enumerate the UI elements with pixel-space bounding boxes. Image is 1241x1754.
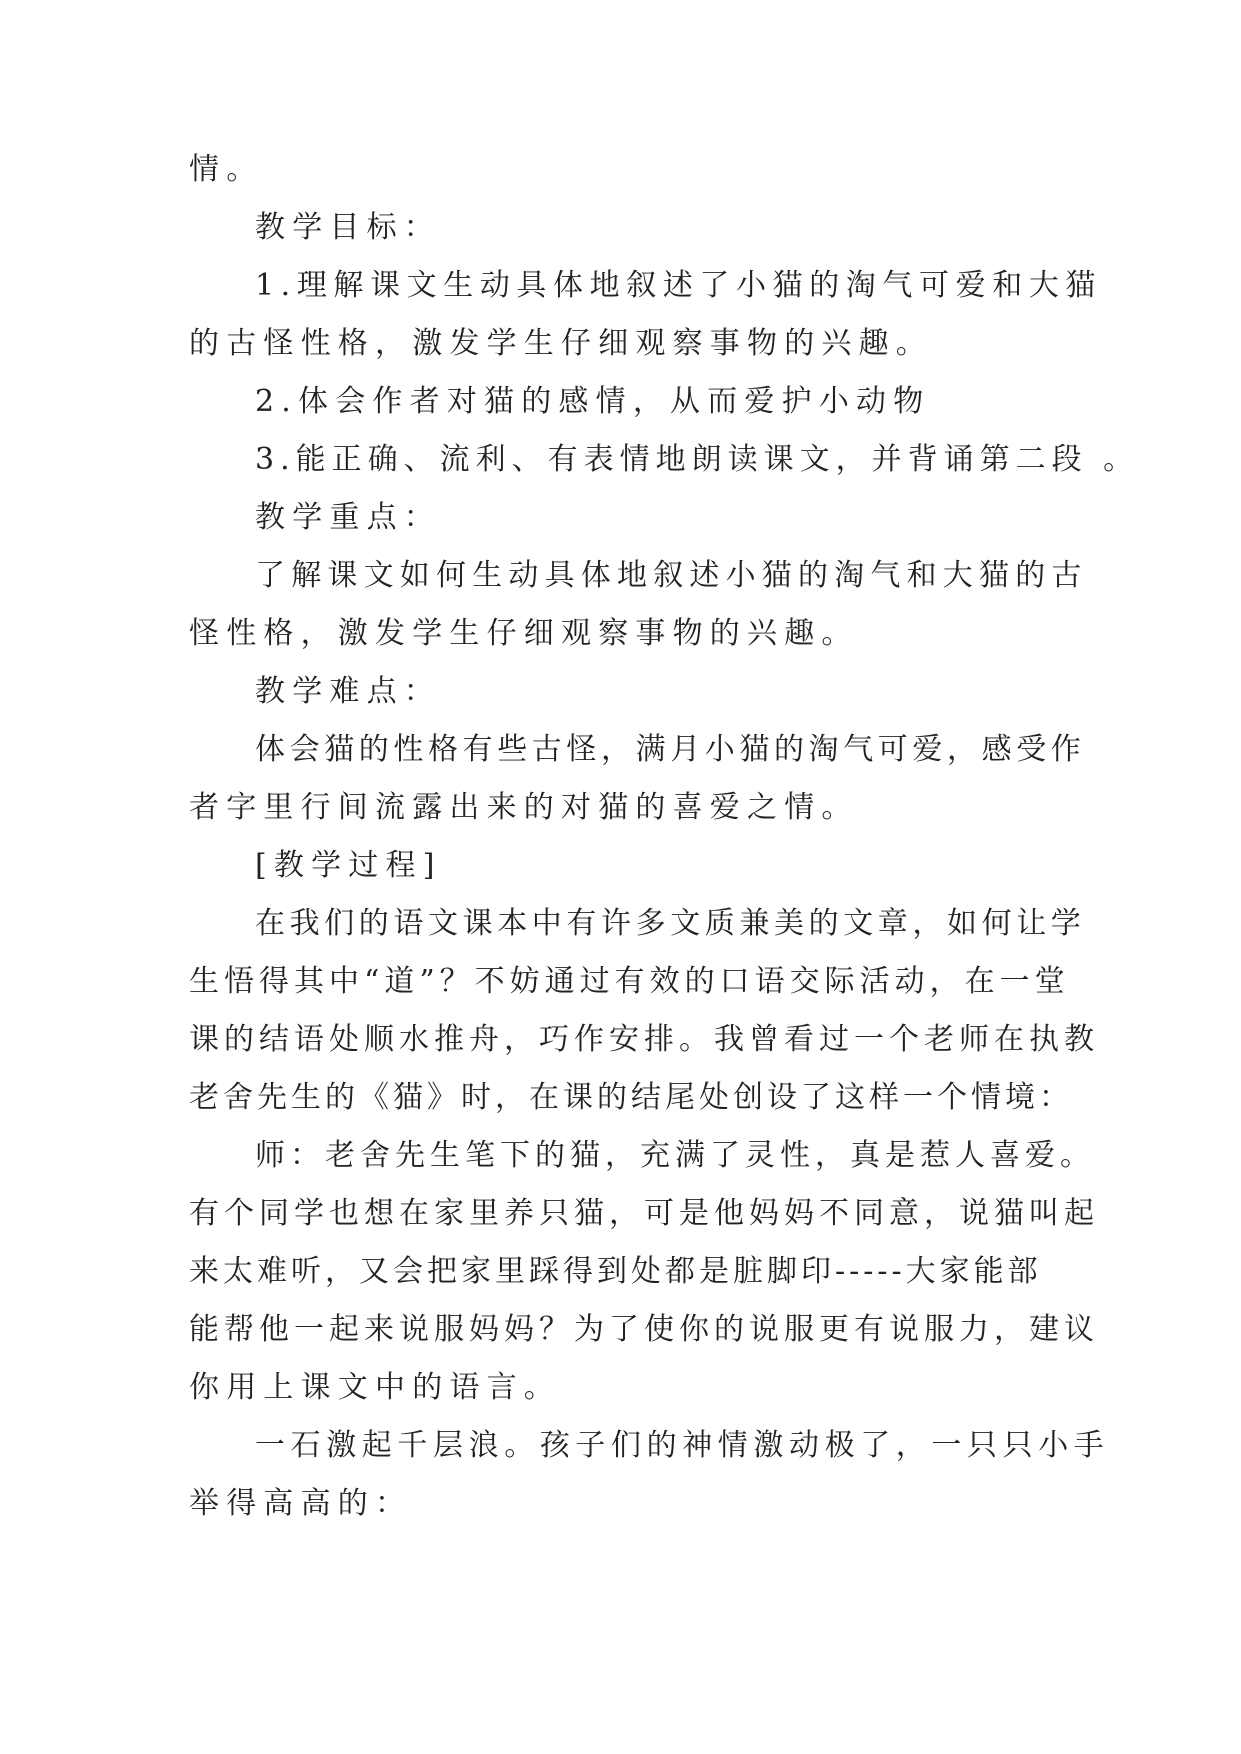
text-line: 3.能正确、流利、有表情地朗读课文，并背诵第二段 。 — [255, 442, 1140, 477]
text-line: 怪性格，激发学生仔细观察事物的兴趣。 — [189, 616, 859, 651]
text-line: 者字里行间流露出来的对猫的喜爱之情。 — [189, 790, 859, 825]
section-heading-objectives: 教学目标： — [255, 210, 441, 245]
text-line: 生悟得其中“道”？不妨通过有效的口语交际活动，在一堂 — [189, 964, 1070, 999]
text-line: 有个同学也想在家里养只猫，可是他妈妈不同意，说猫叫起 — [189, 1196, 1099, 1231]
section-heading-key-points: 教学重点： — [255, 500, 441, 535]
text-line: 课的结语处顺水推舟，巧作安排。我曾看过一个老师在执教 — [189, 1022, 1099, 1057]
text-line: 的古怪性格，激发学生仔细观察事物的兴趣。 — [189, 326, 933, 361]
text-line: 来太难听，又会把家里踩得到处都是脏脚印-----大家能部 — [189, 1254, 1042, 1289]
text-line: 情。 — [189, 152, 264, 187]
text-line: 能帮他一起来说服妈妈？为了使你的说服更有说服力，建议 — [189, 1312, 1099, 1347]
text-line: 2.体会作者对猫的感情，从而爱护小动物 — [255, 384, 931, 419]
text-line: 体会猫的性格有些古怪，满月小猫的淘气可爱，感受作 — [255, 732, 1086, 767]
text-line: 在我们的语文课本中有许多文质兼美的文章，如何让学 — [255, 906, 1086, 941]
text-line: 你用上课文中的语言。 — [189, 1370, 561, 1405]
text-line: 一石激起千层浪。孩子们的神情激动极了，一只只小手 — [255, 1428, 1110, 1463]
text-line: 举得高高的： — [189, 1486, 413, 1521]
text-line: 老舍先生的《猫》时，在课的结尾处创设了这样一个情境： — [189, 1080, 1073, 1115]
text-line: 师：老舍先生笔下的猫，充满了灵性，真是惹人喜爱。 — [255, 1138, 1095, 1173]
text-line: 1.理解课文生动具体地叙述了小猫的淘气可爱和大猫 — [255, 268, 1103, 303]
text-line: 了解课文如何生动具体地叙述小猫的淘气和大猫的古 — [255, 558, 1088, 593]
section-heading-difficulties: 教学难点： — [255, 674, 441, 709]
section-heading-process: [教学过程] — [255, 848, 442, 883]
